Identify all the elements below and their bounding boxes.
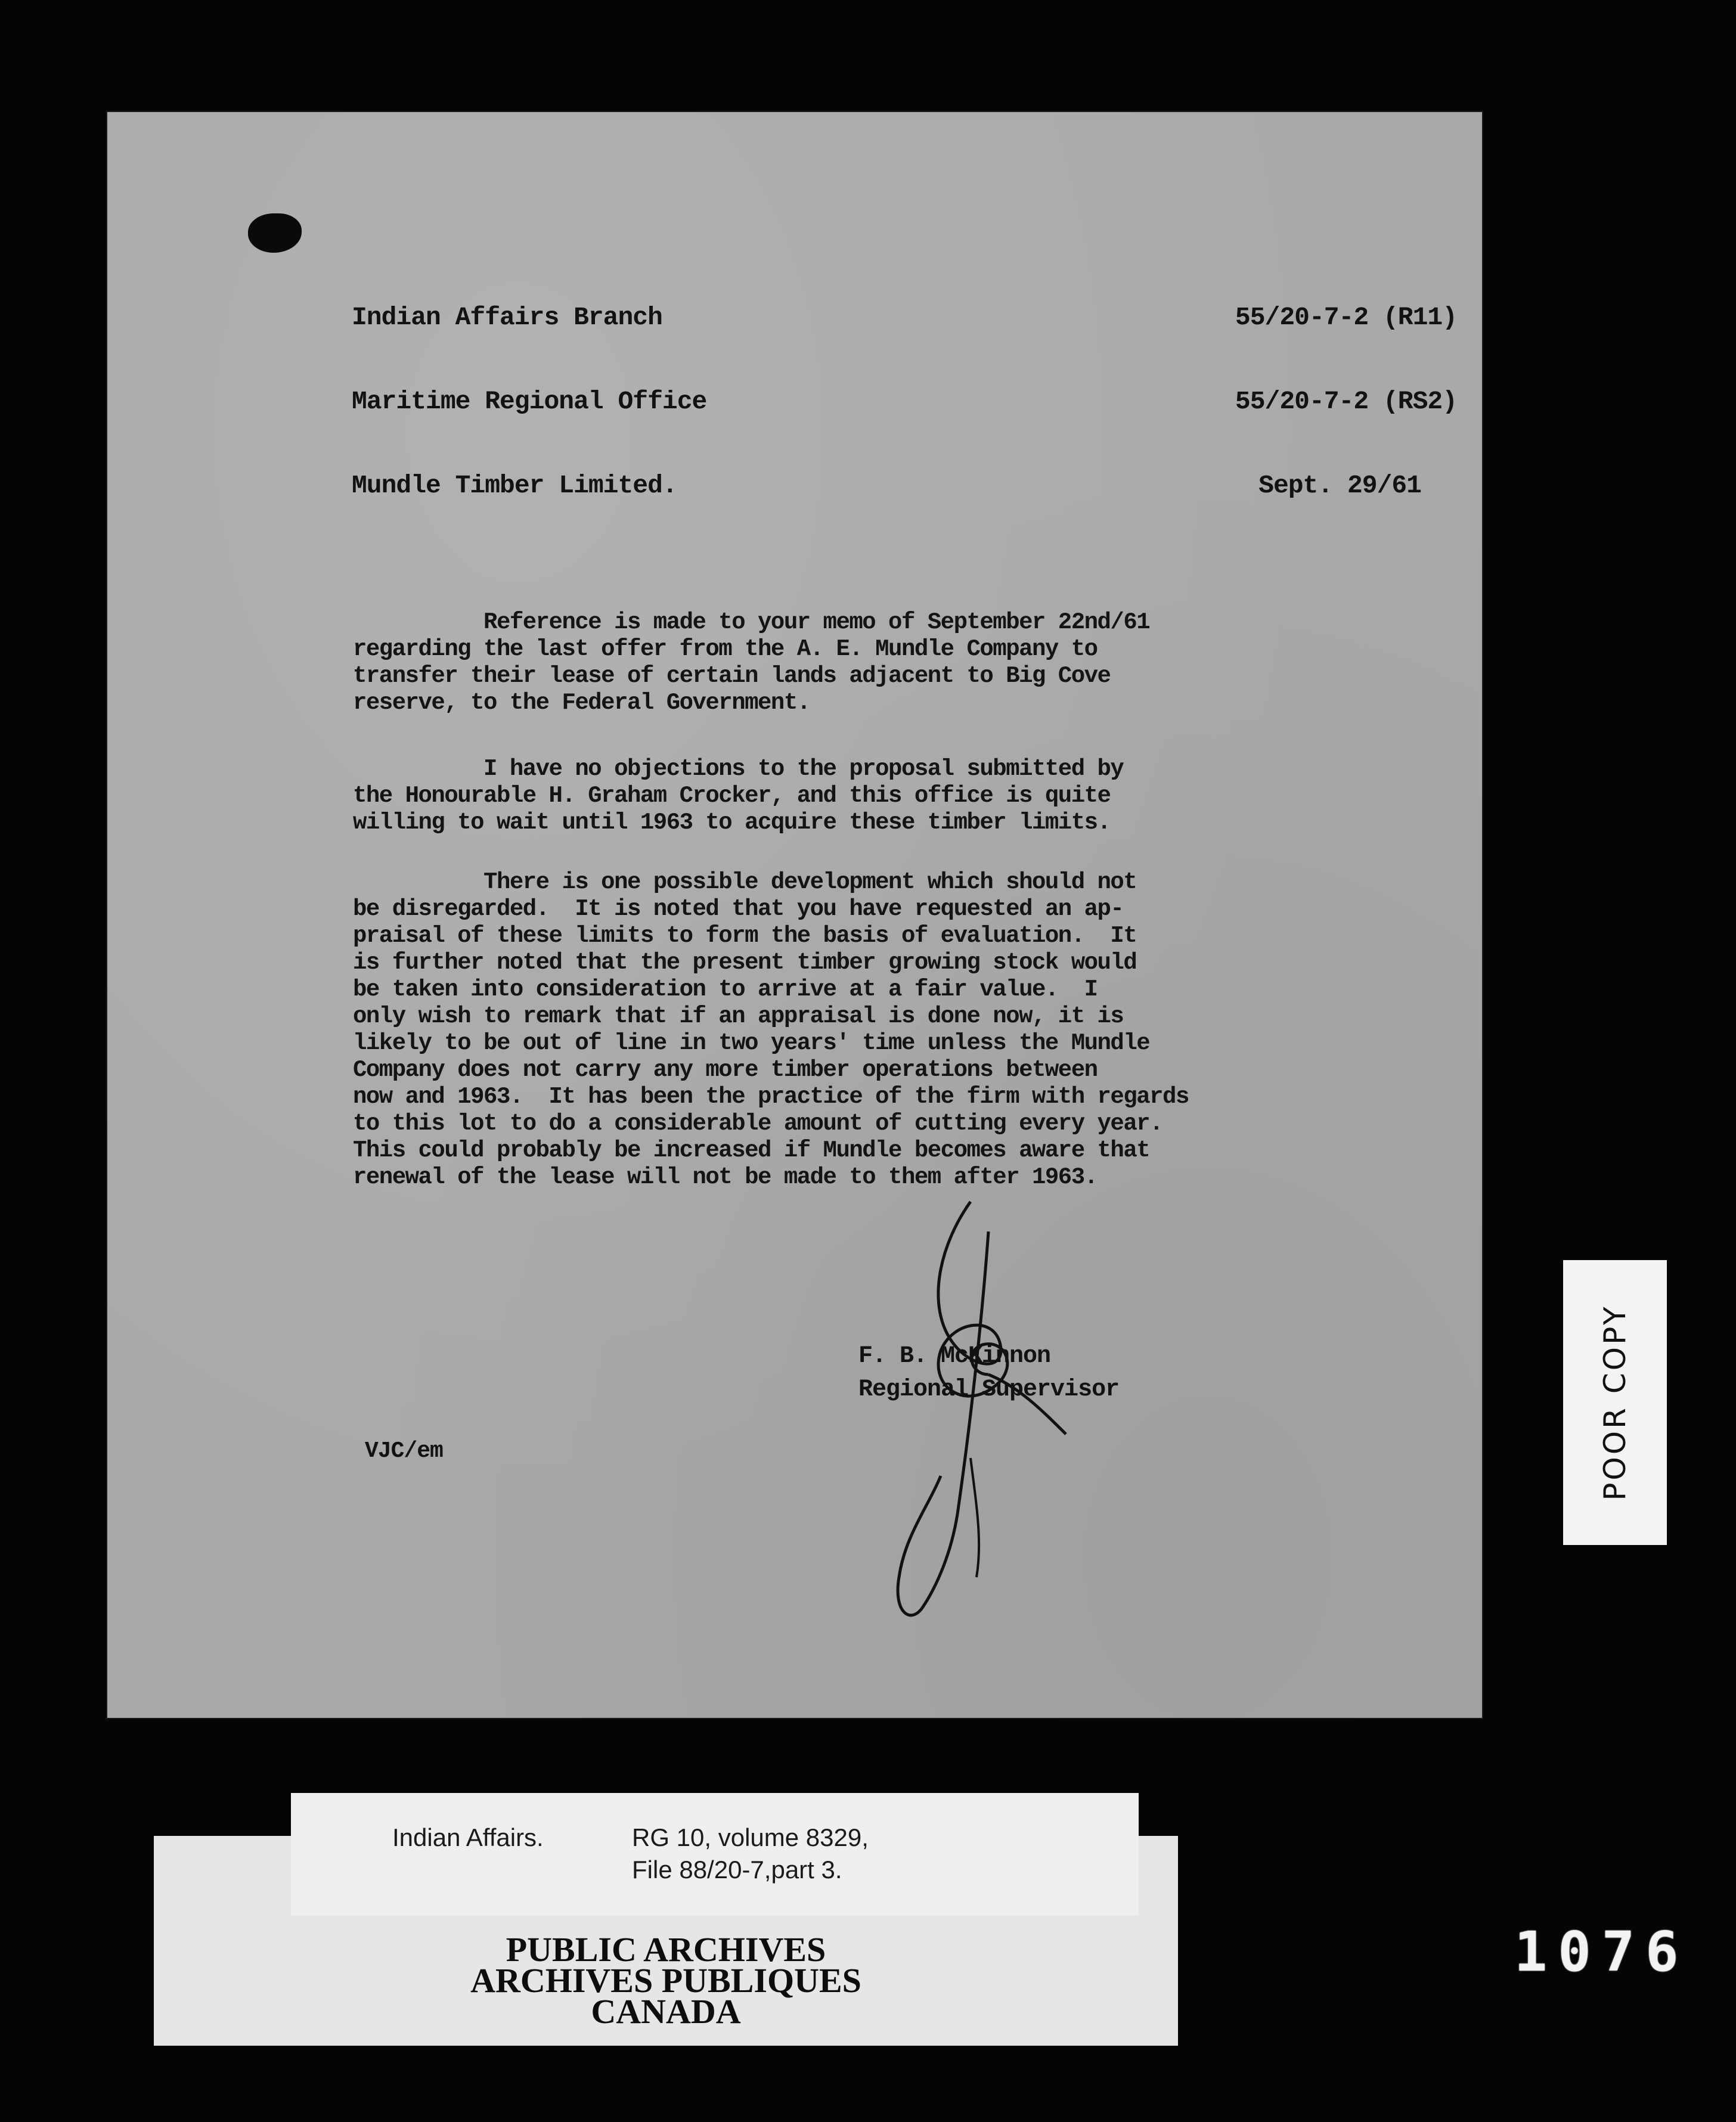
memo-paragraph-2: I have no objections to the proposal submitted by the Honourable H. Graham Crocker, and this office is quite willing to wait until 1963 to acquire these timber limits. [353, 756, 1124, 836]
header-line-1-left: Indian Affairs Branch [352, 303, 662, 332]
memo-paragraph-1: Reference is made to your memo of September 22nd/61 regarding the last offer from the A. E. Mundle Company to transfer their lease of certain lands adjacent to Big Cove reserve, to the Federal Government. [353, 609, 1150, 716]
header-line-3-left: Mundle Timber Limited. [352, 471, 677, 500]
archive-label-top [291, 1793, 1139, 1915]
archives-title-line-2: ARCHIVES PUBLIQUES [470, 1961, 861, 2000]
handwritten-signature [792, 1196, 1126, 1625]
signer-name: F. B. McKinnon [858, 1343, 1051, 1370]
archives-title-line-1: PUBLIC ARCHIVES [506, 1930, 826, 1969]
punch-hole [248, 213, 302, 253]
frame-number: 1076 [1514, 1920, 1690, 1984]
label-department: Indian Affairs. [392, 1823, 544, 1851]
memo-sheet [106, 111, 1483, 1719]
label-record-line-2: File 88/20-7,part 3. [632, 1856, 842, 1884]
header-line-2-left: Maritime Regional Office [352, 387, 707, 416]
header-line-2-right: 55/20-7-2 (RS2) [1235, 387, 1457, 416]
header-line-1-right: 55/20-7-2 (R11) [1235, 303, 1457, 332]
poor-copy-text: POOR COPY [1598, 1304, 1632, 1501]
label-record-line-1: RG 10, volume 8329, [632, 1823, 869, 1851]
reference-initials: VJC/em [365, 1438, 443, 1464]
poor-copy-stamp [1563, 1260, 1667, 1545]
archives-title-line-3: CANADA [591, 1992, 741, 2031]
signer-title: Regional Supervisor [858, 1376, 1120, 1403]
memo-paragraph-3: There is one possible development which should not be disregarded. It is noted that you have requested an ap- praisal of these limits to form the basis of evaluation. It is further noted that the present timber growing stock would be taken into consideration to arrive at a fair value. I only wish to remark that if an appraisal is done now, it is likely to be out of line in two years' time unless the Mundle Company does not carry any more timber operations between now and 1963. It has been the practice of the firm with regards to this lot to do a considerable amount of cutting every year. This could probably be increased if Mundle becomes aware that renewal of the lease will not be made to them after 1963. [353, 869, 1189, 1190]
header-line-3-right: Sept. 29/61 [1258, 471, 1421, 500]
